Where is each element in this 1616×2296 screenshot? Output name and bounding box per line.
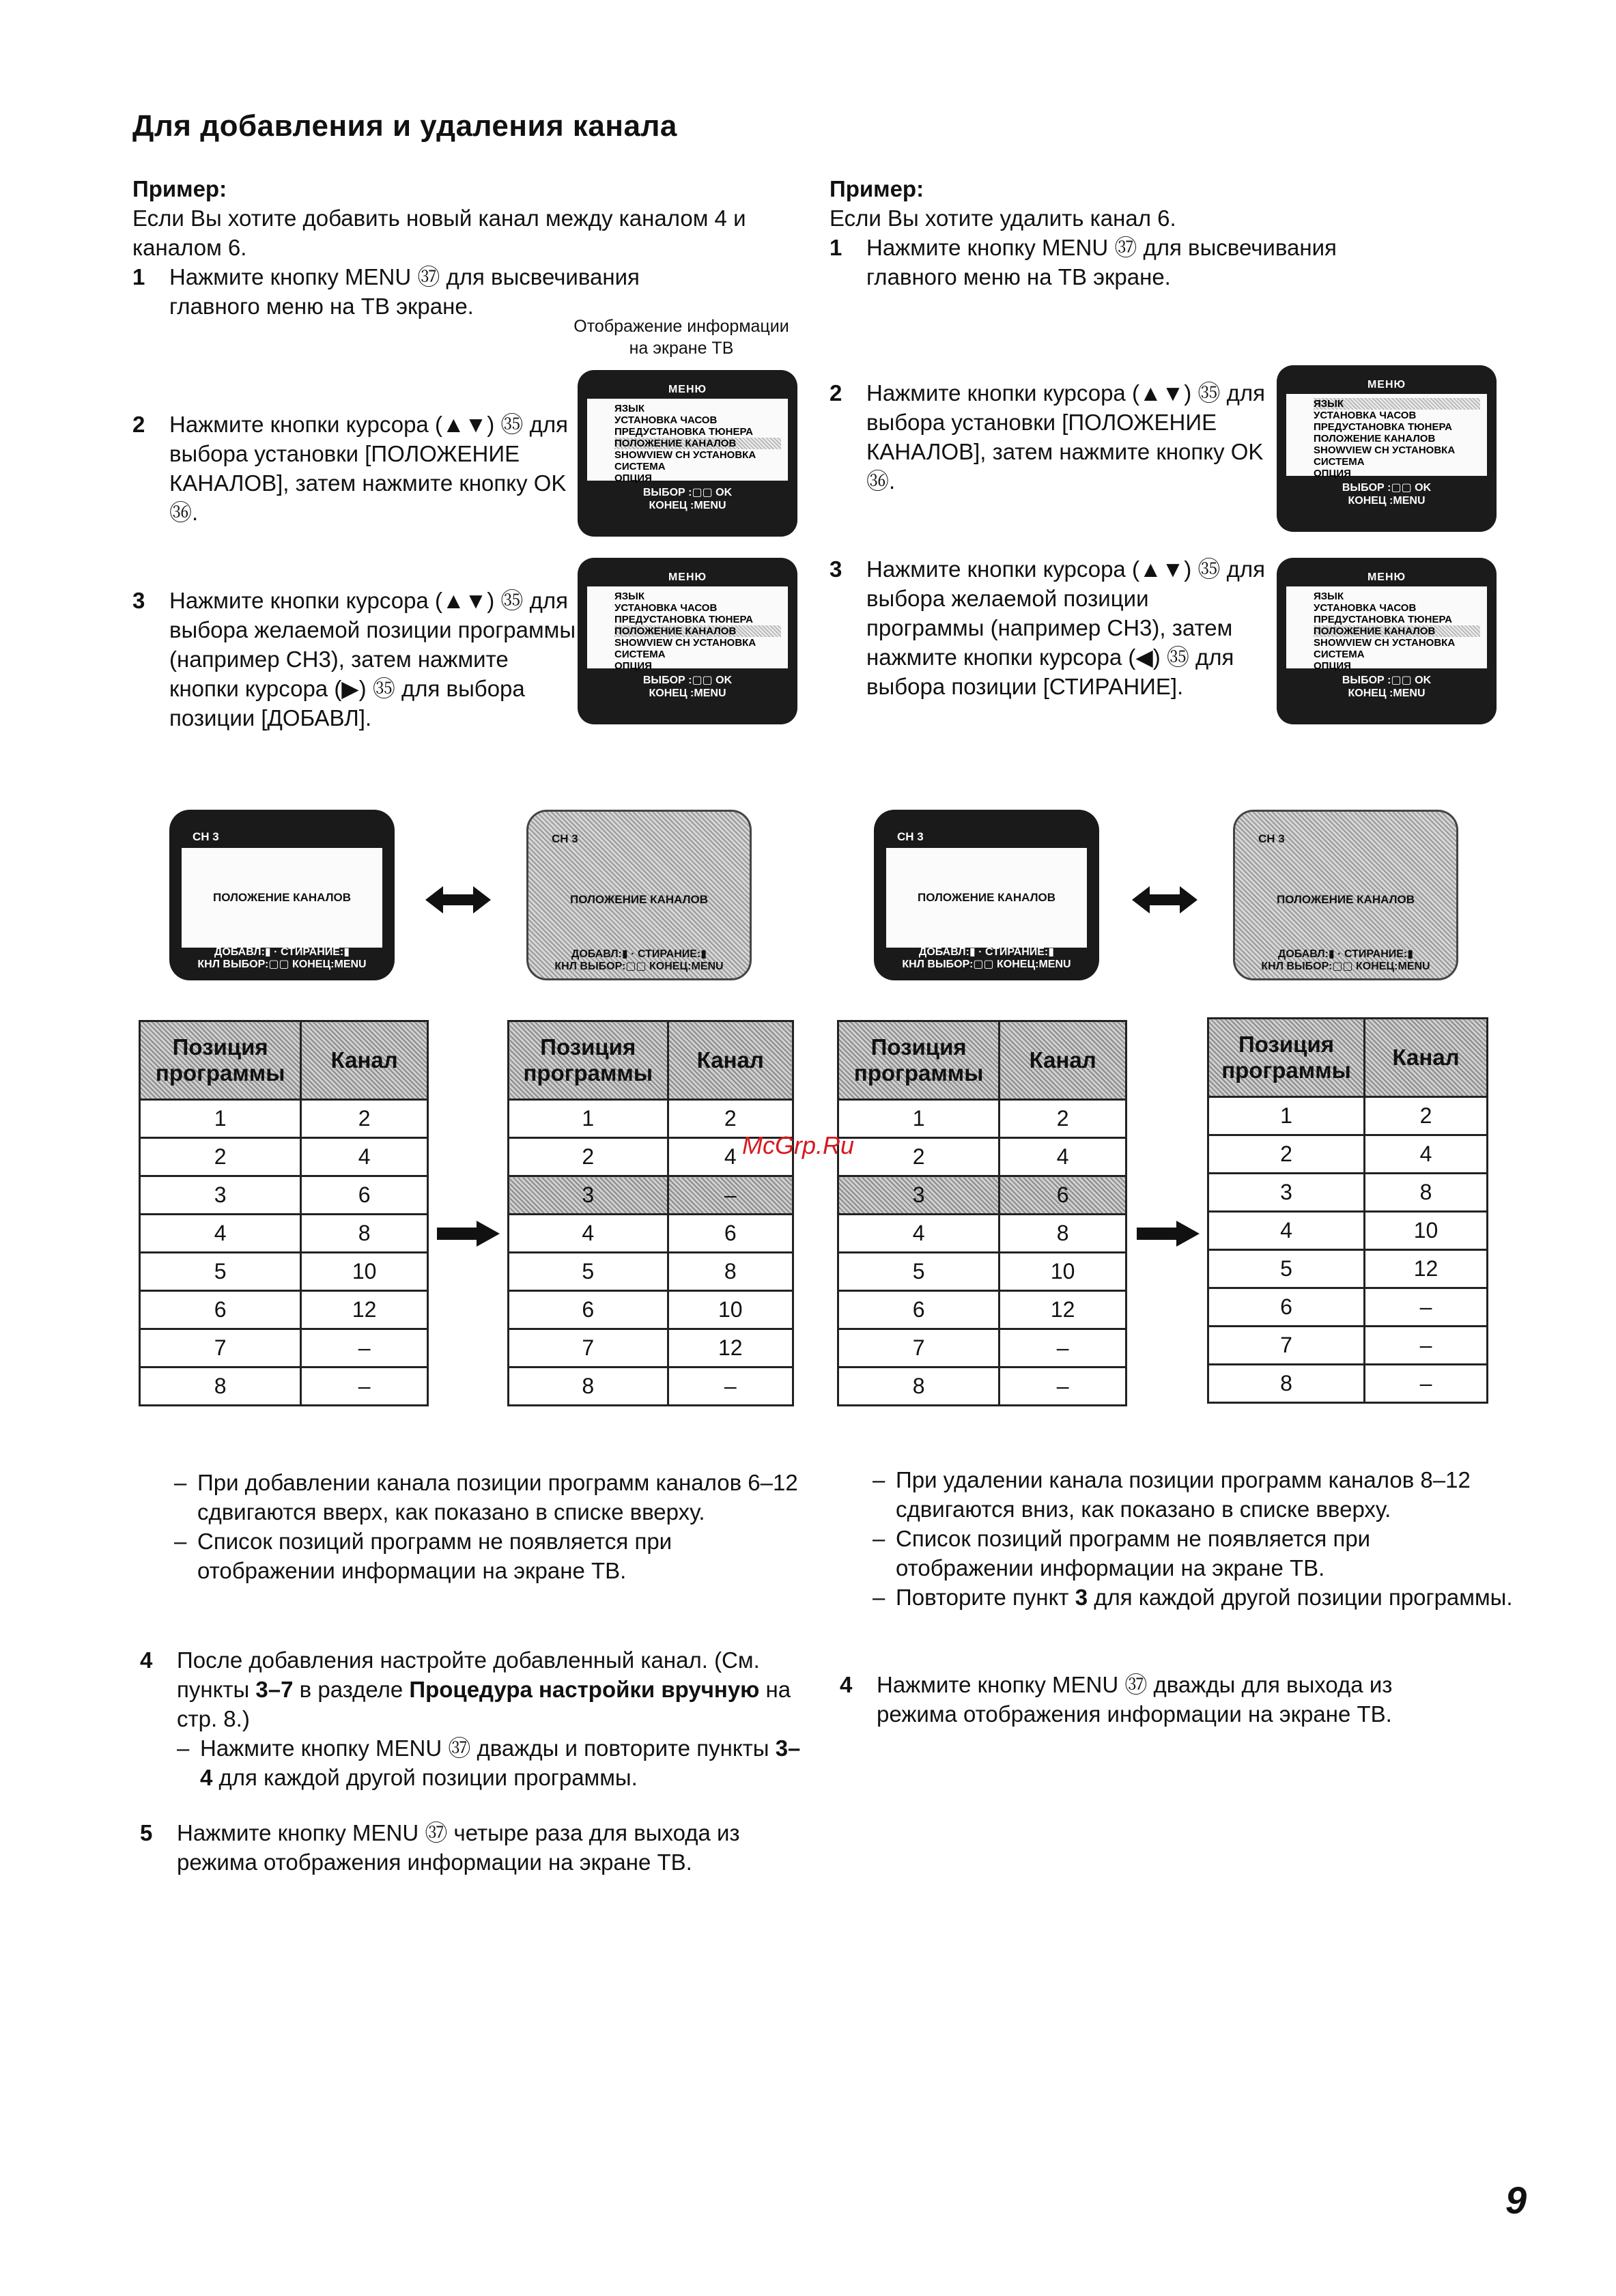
text-part: После добавления настройте добавленный канал. (См. пункты: [177, 1647, 760, 1702]
left-step-1: [132, 262, 788, 321]
cell-channel: –: [1365, 1365, 1488, 1403]
menu-footer: [578, 674, 797, 700]
footer-line: ДОБАВЛ:▮ · СТИРАНИЕ:▮: [1277, 948, 1414, 960]
tv-menu-screen: [578, 370, 797, 537]
cell-position: 5: [140, 1253, 301, 1291]
channel-position-screen-blink: [526, 810, 752, 980]
cell-position: 6: [509, 1291, 668, 1329]
cell-position: 7: [838, 1329, 1000, 1367]
cell-channel: 4: [1000, 1138, 1126, 1176]
menu-footer: [1277, 674, 1497, 700]
cell-position: 5: [838, 1253, 1000, 1291]
screen-footer: [874, 946, 1099, 971]
table-row: [1208, 1174, 1488, 1212]
cell-channel: 6: [301, 1176, 428, 1215]
menu-item: SHOWVIEW CH УСТАНОВКА: [614, 449, 756, 461]
table-row: [509, 1291, 793, 1329]
cell-position: 6: [140, 1291, 301, 1329]
menu-item: СИСТЕМА: [1314, 649, 1365, 660]
example-label: Пример:: [132, 176, 227, 201]
table-row: [509, 1329, 793, 1367]
header-program-position: Позиция программы: [838, 1021, 1000, 1100]
text-part: Повторите пункт: [896, 1585, 1075, 1610]
note-item: – При удалении канала позиции программ каналов 8–12 сдвигаются вниз, как показано в списке вверху.: [873, 1465, 1514, 1524]
header-program-position: Позиция программы: [509, 1021, 668, 1100]
channel-label: CH 3: [897, 830, 924, 843]
tv-menu-screen: [1277, 365, 1497, 532]
text-part: 3–4: [200, 1735, 801, 1790]
cell-position: 8: [140, 1367, 301, 1406]
step-text: Нажмите кнопки курсора (▲▼) ㉟ для выбора установки [ПОЛОЖЕНИЕ КАНАЛОВ], затем нажмите кнопку OK ㊱.: [866, 380, 1265, 494]
menu-item: УСТАНОВКА ЧАСОВ: [614, 602, 718, 614]
step-text: Нажмите кнопки курсора (▲▼) ㉟ для выбора установки [ПОЛОЖЕНИЕ КАНАЛОВ], затем нажмите кнопку OK ㊱.: [169, 412, 568, 525]
text-part: Нажмите кнопку MENU ㊲ дважды и повторите пункты: [200, 1735, 776, 1761]
menu-item: ЯЗЫК: [614, 403, 645, 414]
note-text: При удалении канала позиции программ каналов 8–12 сдвигаются вниз, как показано в списке вверху.: [896, 1467, 1471, 1522]
cell-channel: 2: [1000, 1100, 1126, 1138]
screen-footer: [169, 946, 395, 971]
right-arrow-icon: [1137, 1221, 1200, 1247]
step-number: 3: [132, 588, 145, 613]
menu-header: МЕНЮ: [1367, 379, 1406, 391]
cell-position: 3: [509, 1176, 668, 1215]
cell-position: 1: [509, 1100, 668, 1138]
footer-line: ВЫБОР :▢▢ OK: [642, 487, 733, 498]
table-row: [838, 1215, 1126, 1253]
menu-item: ЯЗЫК: [1314, 591, 1344, 602]
menu-item: УСТАНОВКА ЧАСОВ: [1314, 410, 1417, 421]
program-table-before-add: [139, 1020, 429, 1406]
right-step-3: [830, 554, 1266, 701]
table-row: [140, 1100, 428, 1138]
step-text: Нажмите кнопку MENU ㊲ для высвечивания главного меню на ТВ экране.: [169, 264, 640, 319]
text-part: 3: [1075, 1585, 1088, 1610]
cell-position: 4: [1208, 1212, 1365, 1250]
example-label: Пример:: [830, 176, 924, 201]
cell-channel: 6: [1000, 1176, 1126, 1215]
cell-channel: –: [1000, 1367, 1126, 1406]
screen-footer: [1235, 948, 1456, 973]
step-text: Нажмите кнопки курсора (▲▼) ㉟ для выбора желаемой позиции программы (например CH3), затем нажмите кнопки курсора (▶) ㉟ для выбора позиции [ДОБАВЛ].: [169, 588, 576, 731]
cell-channel: 10: [668, 1291, 793, 1329]
table-row: [509, 1253, 793, 1291]
table-row: [140, 1215, 428, 1253]
menu-item-selected: ЯЗЫК: [1314, 398, 1480, 410]
cell-channel: –: [668, 1176, 793, 1215]
text-part: для каждой другой позиции программы.: [212, 1765, 638, 1790]
cell-channel: 2: [668, 1100, 793, 1138]
left-example: [132, 174, 788, 321]
step-number: 1: [132, 264, 145, 289]
menu-item: SHOWVIEW CH УСТАНОВКА: [1314, 444, 1456, 456]
text-part: на стр. 8.): [177, 1677, 791, 1731]
table-row: [140, 1329, 428, 1367]
step-number: 4: [840, 1672, 853, 1697]
channel-position-screen: [874, 810, 1099, 980]
menu-header: МЕНЮ: [668, 384, 707, 395]
step-text: Нажмите кнопку MENU ㊲ дважды для выхода из режима отображения информации на экране ТВ.: [877, 1672, 1393, 1727]
cell-channel: –: [301, 1367, 428, 1406]
cell-position: 4: [838, 1215, 1000, 1253]
menu-panel: [587, 586, 788, 672]
screen-label: ПОЛОЖЕНИЕ КАНАЛОВ: [886, 848, 1087, 948]
menu-item: ЯЗЫК: [614, 591, 645, 602]
menu-item: СИСТЕМА: [1314, 456, 1365, 468]
table-row: [140, 1176, 428, 1215]
menu-item: ПРЕДУСТАНОВКА ТЮНЕРА: [614, 426, 753, 438]
text-part: 3–7: [255, 1677, 294, 1702]
left-notes: [174, 1468, 802, 1585]
menu-item: ОПЦИЯ: [1314, 468, 1351, 479]
step-number: 5: [140, 1820, 153, 1845]
cell-channel: –: [301, 1329, 428, 1367]
header-channel: Канал: [1000, 1021, 1126, 1100]
table-row: [838, 1100, 1126, 1138]
channel-label: CH 3: [552, 832, 578, 845]
menu-item: ПРЕДУСТАНОВКА ТЮНЕРА: [614, 614, 753, 625]
header-program-position: Позиция программы: [140, 1021, 301, 1100]
table-row: [838, 1176, 1126, 1215]
program-table-after-add: [507, 1020, 794, 1406]
screen-label: ПОЛОЖЕНИЕ КАНАЛОВ: [569, 893, 709, 906]
table-row: [838, 1253, 1126, 1291]
tv-display-caption: Отображение информации на экране ТВ: [573, 317, 789, 358]
program-table-before-delete: [837, 1020, 1127, 1406]
footer-line: КОНЕЦ :MENU: [649, 688, 726, 699]
cell-channel: 8: [301, 1215, 428, 1253]
cell-channel: 4: [1365, 1135, 1488, 1174]
cell-channel: –: [1000, 1329, 1126, 1367]
cell-channel: 12: [301, 1291, 428, 1329]
menu-item: ПРЕДУСТАНОВКА ТЮНЕРА: [1314, 421, 1452, 433]
table-row: [838, 1367, 1126, 1406]
step-number: 4: [140, 1647, 153, 1673]
step-number: 2: [830, 380, 842, 406]
screen-label: ПОЛОЖЕНИЕ КАНАЛОВ: [1276, 893, 1415, 906]
footer-line: ВЫБОР :▢▢ OK: [1342, 482, 1432, 494]
right-step-4: [840, 1670, 1495, 1729]
table-row: [140, 1291, 428, 1329]
cell-position: 1: [838, 1100, 1000, 1138]
menu-item: SHOWVIEW CH УСТАНОВКА: [614, 637, 756, 649]
menu-item: СИСТЕМА: [614, 649, 666, 660]
header-program-position: Позиция программы: [1208, 1019, 1365, 1097]
table-row: [140, 1138, 428, 1176]
text-part: для каждой другой позиции программы.: [1088, 1585, 1513, 1610]
note-text: [200, 1733, 809, 1792]
cell-channel: 2: [1365, 1097, 1488, 1135]
note-text: Список позиций программ не появляется при отображении информации на экране ТВ.: [197, 1529, 672, 1583]
menu-panel: [587, 399, 788, 484]
footer-line: ДОБАВЛ:▮ · СТИРАНИЕ:▮: [918, 946, 1055, 958]
table-row: [1208, 1250, 1488, 1288]
note-item: – При добавлении канала позиции программ каналов 6–12 сдвигаются вверх, как показано в списке вверху.: [174, 1468, 802, 1527]
menu-item: ПРЕДУСТАНОВКА ТЮНЕРА: [1314, 614, 1452, 625]
section-reference: Процедура настройки вручную: [409, 1677, 760, 1702]
cell-position: 8: [838, 1367, 1000, 1406]
cell-position: 2: [1208, 1135, 1365, 1174]
footer-line: ДОБАВЛ:▮ · СТИРАНИЕ:▮: [214, 946, 350, 958]
cell-channel: –: [668, 1367, 793, 1406]
channel-position-screen-blink: [1233, 810, 1458, 980]
step-text: Нажмите кнопку MENU ㊲ для высвечивания главного меню на ТВ экране.: [866, 235, 1337, 289]
program-table-after-delete: [1207, 1017, 1488, 1404]
cell-position: 3: [140, 1176, 301, 1215]
footer-line: КНЛ ВЫБОР:▢▢ КОНЕЦ:MENU: [1261, 961, 1430, 972]
cell-position: 5: [509, 1253, 668, 1291]
menu-item: SHOWVIEW CH УСТАНОВКА: [1314, 637, 1456, 649]
menu-item: УСТАНОВКА ЧАСОВ: [614, 414, 718, 426]
example-text: Если Вы хотите удалить канал 6.: [830, 205, 1176, 231]
page-title: Для добавления и удаления канала: [132, 109, 677, 143]
cell-position: 2: [509, 1138, 668, 1176]
note-item: – Повторите пункт 3 для каждой другой позиции программы.: [873, 1583, 1514, 1612]
double-arrow-icon: [1132, 886, 1197, 913]
header-channel: Канал: [668, 1021, 793, 1100]
cell-channel: 8: [668, 1253, 793, 1291]
cell-channel: –: [1365, 1327, 1488, 1365]
table-row: [838, 1138, 1126, 1176]
page-number: 9: [1505, 2179, 1527, 2222]
step-text: Нажмите кнопки курсора (▲▼) ㉟ для выбора желаемой позиции программы (например CH3), затем нажмите кнопки курсора (◀) ㉟ для выбора позиции [СТИРАНИЕ].: [866, 556, 1265, 699]
footer-line: КОНЕЦ :MENU: [1348, 495, 1426, 507]
screen-footer: [528, 948, 750, 973]
example-text: Если Вы хотите добавить новый канал между каналом 4 и каналом 6.: [132, 205, 746, 260]
cell-position: 8: [1208, 1365, 1365, 1403]
menu-item-selected: ПОЛОЖЕНИЕ КАНАЛОВ: [1314, 625, 1480, 637]
cell-position: 2: [838, 1138, 1000, 1176]
cell-channel: 10: [1365, 1212, 1488, 1250]
right-notes: [873, 1465, 1514, 1612]
table-row: [1208, 1212, 1488, 1250]
cell-channel: 12: [1365, 1250, 1488, 1288]
cell-position: 4: [140, 1215, 301, 1253]
cell-channel: –: [1365, 1288, 1488, 1327]
table-row: [1208, 1135, 1488, 1174]
cell-channel: 4: [301, 1138, 428, 1176]
cell-channel: 8: [1365, 1174, 1488, 1212]
table-header-row: [140, 1021, 428, 1100]
menu-item-selected: ПОЛОЖЕНИЕ КАНАЛОВ: [614, 438, 781, 449]
step-number: 2: [132, 412, 145, 437]
step-number: 3: [830, 556, 842, 582]
footer-line: ВЫБОР :▢▢ OK: [1342, 675, 1432, 686]
header-channel: Канал: [301, 1021, 428, 1100]
double-arrow-icon: [425, 886, 491, 913]
note-text: Список позиций программ не появляется при отображении информации на экране ТВ.: [896, 1526, 1371, 1581]
cell-position: 1: [1208, 1097, 1365, 1135]
table-row: [1208, 1288, 1488, 1327]
left-step-5: [140, 1818, 809, 1877]
step-text: [177, 1645, 805, 1733]
table-row: [140, 1367, 428, 1406]
table-row: [509, 1176, 793, 1215]
cell-position: 6: [838, 1291, 1000, 1329]
table-header-row: [1208, 1019, 1488, 1097]
step-number: 1: [830, 235, 842, 260]
left-step-4: [140, 1645, 809, 1792]
footer-line: ДОБАВЛ:▮ · СТИРАНИЕ:▮: [571, 948, 707, 960]
cell-position: 6: [1208, 1288, 1365, 1327]
menu-item: УСТАНОВКА ЧАСОВ: [1314, 602, 1417, 614]
cell-channel: 4: [668, 1138, 793, 1176]
cell-channel: 2: [301, 1100, 428, 1138]
cell-channel: 10: [1000, 1253, 1126, 1291]
table-row: [1208, 1365, 1488, 1403]
menu-panel: [1286, 586, 1487, 672]
right-example: [830, 174, 1485, 292]
menu-item: ОПЦИЯ: [1314, 660, 1351, 672]
menu-item-selected: ПОЛОЖЕНИЕ КАНАЛОВ: [614, 625, 781, 637]
cell-position: 5: [1208, 1250, 1365, 1288]
table-header-row: [838, 1021, 1126, 1100]
menu-item: ОПЦИЯ: [614, 472, 652, 484]
step-text: Нажмите кнопку MENU ㊲ четыре раза для выхода из режима отображения информации на экране ТВ.: [177, 1820, 740, 1875]
note-item: – Нажмите кнопку MENU ㊲ дважды и повторите пункты 3–4 для каждой другой позиции программы.: [177, 1733, 809, 1792]
menu-header: МЕНЮ: [1367, 571, 1406, 583]
channel-label: CH 3: [1258, 832, 1285, 845]
left-step-3: [132, 586, 576, 733]
header-channel: Канал: [1365, 1019, 1488, 1097]
table-row: [1208, 1097, 1488, 1135]
left-step-2: [132, 410, 576, 527]
note-item: – Список позиций программ не появляется при отображении информации на экране ТВ.: [174, 1527, 802, 1585]
menu-item: ОПЦИЯ: [614, 660, 652, 672]
watermark: McGrp.Ru: [742, 1131, 855, 1159]
table-row: [509, 1367, 793, 1406]
screen-label: ПОЛОЖЕНИЕ КАНАЛОВ: [182, 848, 382, 948]
menu-item: ПОЛОЖЕНИЕ КАНАЛОВ: [1314, 433, 1436, 444]
cell-channel: 8: [1000, 1215, 1126, 1253]
table-row: [1208, 1327, 1488, 1365]
note-text: При добавлении канала позиции программ каналов 6–12 сдвигаются вверх, как показано в списке вверху.: [197, 1470, 798, 1525]
footer-line: КОНЕЦ :MENU: [649, 500, 726, 511]
right-step-1: [830, 233, 1485, 292]
cell-channel: 6: [668, 1215, 793, 1253]
cell-channel: 12: [1000, 1291, 1126, 1329]
right-step-2: [830, 378, 1266, 496]
menu-panel: [1286, 394, 1487, 479]
note-item: – Список позиций программ не появляется при отображении информации на экране ТВ.: [873, 1524, 1514, 1583]
cell-channel: 10: [301, 1253, 428, 1291]
tv-menu-screen: [1277, 558, 1497, 724]
menu-item: СИСТЕМА: [614, 461, 666, 472]
cell-position: 3: [1208, 1174, 1365, 1212]
cell-position: 7: [1208, 1327, 1365, 1365]
cell-position: 2: [140, 1138, 301, 1176]
footer-line: КНЛ ВЫБОР:▢▢ КОНЕЦ:MENU: [554, 961, 724, 972]
cell-channel: 12: [668, 1329, 793, 1367]
cell-position: 8: [509, 1367, 668, 1406]
note-text: [896, 1583, 1513, 1612]
footer-line: КНЛ ВЫБОР:▢▢ КОНЕЦ:MENU: [197, 959, 367, 970]
table-row: [140, 1253, 428, 1291]
footer-line: КОНЕЦ :MENU: [1348, 688, 1426, 699]
cell-position: 7: [509, 1329, 668, 1367]
menu-footer: [1277, 481, 1497, 507]
cell-position: 1: [140, 1100, 301, 1138]
cell-position: 4: [509, 1215, 668, 1253]
table-header-row: [509, 1021, 793, 1100]
channel-position-screen: [169, 810, 395, 980]
menu-footer: [578, 486, 797, 512]
table-row: [838, 1291, 1126, 1329]
right-arrow-icon: [437, 1221, 500, 1247]
cell-position: 7: [140, 1329, 301, 1367]
table-row: [509, 1215, 793, 1253]
tv-menu-screen: [578, 558, 797, 724]
text-part: в разделе: [293, 1677, 410, 1702]
channel-label: CH 3: [193, 830, 219, 843]
menu-header: МЕНЮ: [668, 571, 707, 583]
footer-line: ВЫБОР :▢▢ OK: [642, 675, 733, 686]
cell-position: 3: [838, 1176, 1000, 1215]
table-row: [838, 1329, 1126, 1367]
footer-line: КНЛ ВЫБОР:▢▢ КОНЕЦ:MENU: [902, 959, 1071, 970]
